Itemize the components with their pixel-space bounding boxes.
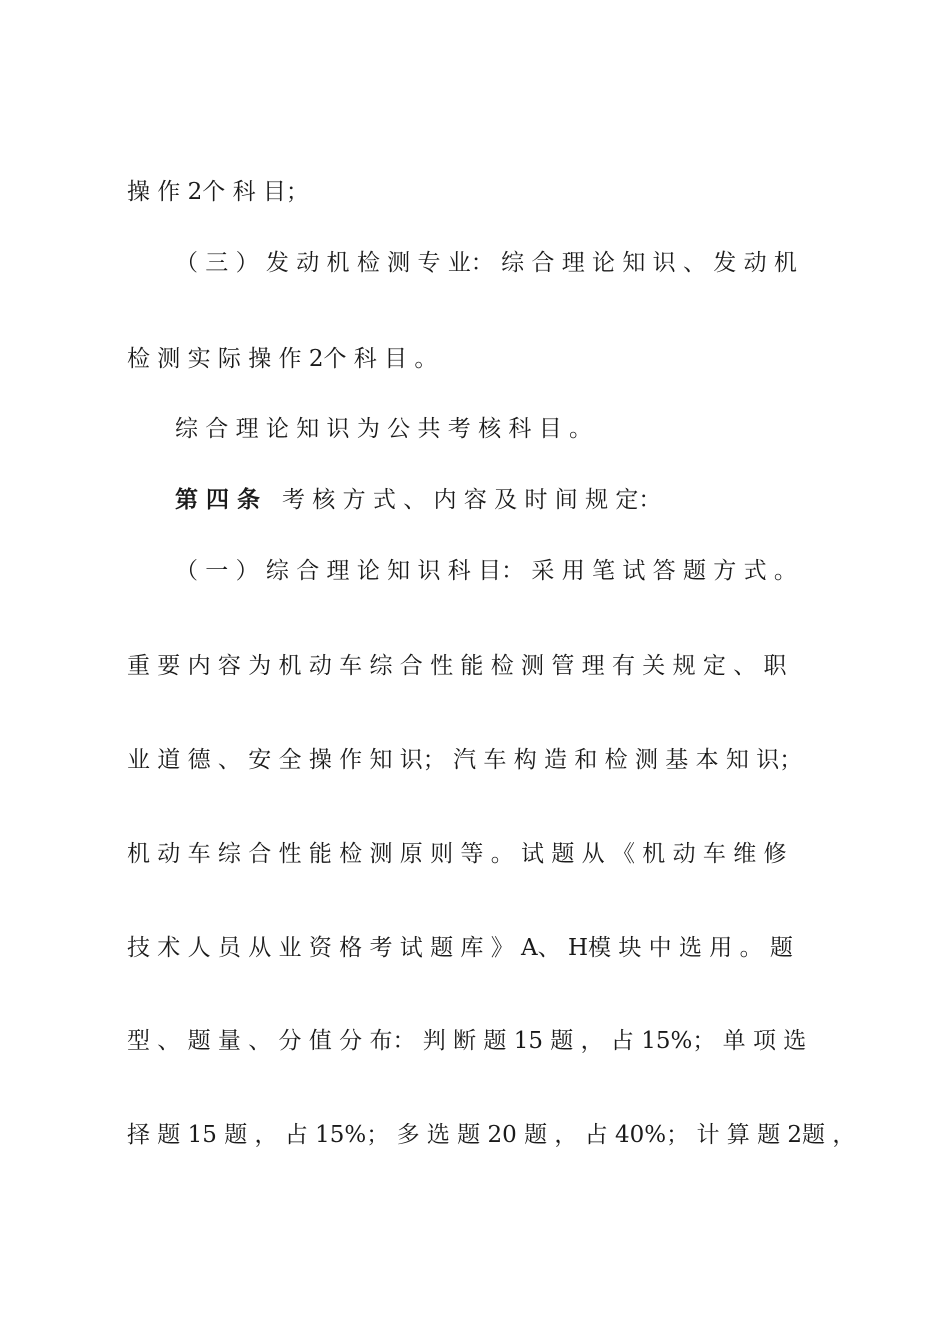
article-text: 考 核 方 式 、 内 容 及 时 间 规 定： — [281, 487, 662, 513]
article-line — [175, 481, 661, 514]
text-line: （ 三 ） 发 动 机 检 测 专 业： 综 合 理 论 知 识 、 发 动 机 — [175, 250, 797, 276]
text-line: 操 作 2个 科 目； — [127, 179, 309, 205]
text-line: 型 、 题 量 、 分 值 分 布： 判 断 题 15 题 ， 占 15%； 单 项 选 — [127, 1028, 807, 1054]
article-heading: 第 四 条 — [175, 486, 261, 513]
text-line: （ 一 ） 综 合 理 论 知 识 科 目： 采 用 笔 试 答 题 方 式 。 — [175, 558, 797, 584]
text-line: 技 术 人 员 从 业 资 格 考 试 题 库 》 A、 H模 块 中 选 用 。 题 — [127, 935, 793, 961]
text-line: 业 道 德 、 安 全 操 作 知 识； 汽 车 构 造 和 检 测 基 本 知 识； — [127, 747, 803, 773]
text-line: 择 题 15 题 ， 占 15%； 多 选 题 20 题 ， 占 40%； 计 算 题 2题 ， — [127, 1122, 856, 1148]
text-line: 检 测 实 际 操 作 2个 科 目 。 — [127, 346, 438, 372]
text-line: 机 动 车 综 合 性 能 检 测 原 则 等 。 试 题 从 《 机 动 车 维 修 — [127, 841, 787, 867]
text-line: 重 要 内 容 为 机 动 车 综 合 性 能 检 测 管 理 有 关 规 定 、 职 — [127, 653, 787, 679]
text-line: 综 合 理 论 知 识 为 公 共 考 核 科 目 。 — [175, 416, 593, 442]
